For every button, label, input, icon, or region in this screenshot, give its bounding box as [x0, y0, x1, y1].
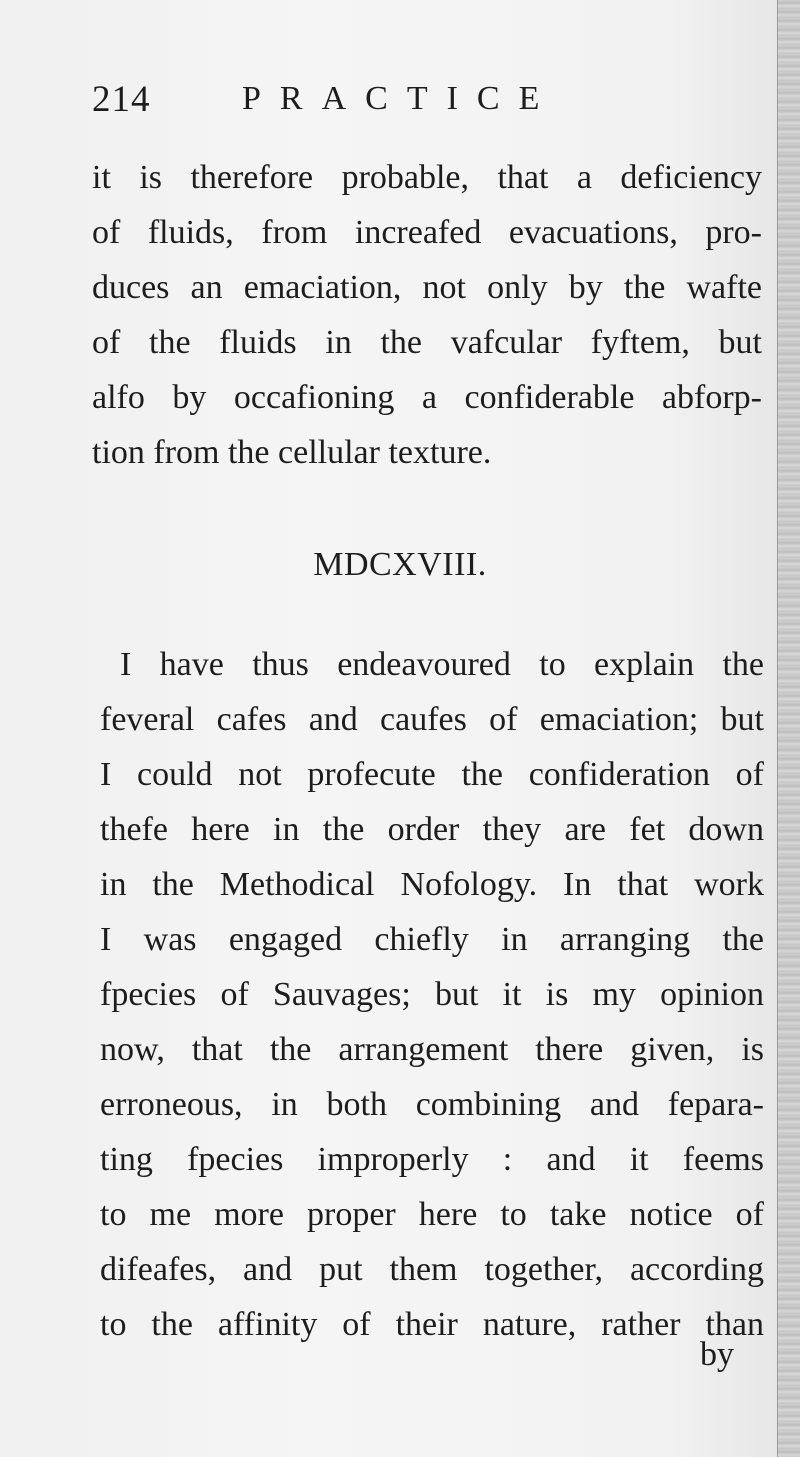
text-line: ting fpecies improperly : and it feems	[100, 1141, 764, 1178]
text-line: difeafes, and put them together, according	[100, 1251, 764, 1288]
paragraph-continuation	[92, 150, 762, 480]
paragraph-main	[100, 637, 764, 1352]
text-line: I was engaged chiefly in arranging the	[100, 921, 764, 958]
text-line: it is therefore probable, that a deficiency	[92, 159, 762, 196]
catchword: by	[700, 1336, 734, 1373]
text-line: I could not profecute the confideration of	[100, 756, 764, 793]
text-line: feveral cafes and caufes of emaciation; but	[100, 701, 764, 738]
text-line: of the fluids in the vafcular fyftem, but	[92, 324, 762, 361]
text-line: to me more proper here to take notice of	[100, 1196, 764, 1233]
running-title: PRACTICE	[242, 80, 559, 117]
text-line: in the Methodical Nofology. In that work	[100, 866, 764, 903]
text-line: of fluids, from increafed evacuations, pro-	[92, 214, 762, 251]
text-line: fpecies of Sauvages; but it is my opinion	[100, 976, 764, 1013]
text-line: erroneous, in both combining and fepara-	[100, 1086, 764, 1123]
page-number: 214	[92, 79, 151, 120]
text-line: now, that the arrangement there given, is	[100, 1031, 764, 1068]
running-head	[92, 78, 732, 128]
text-line: to the affinity of their nature, rather than	[100, 1306, 764, 1343]
section-heading: MDCXVIII.	[313, 546, 487, 583]
text-line: thefe here in the order they are fet down	[100, 811, 764, 848]
text-line: duces an emaciation, not only by the wafte	[92, 269, 762, 306]
text-line: I have thus endeavoured to explain the	[120, 646, 764, 683]
text-line: alfo by occafioning a confiderable abforp-	[92, 379, 762, 416]
text-line: tion from the cellular texture.	[92, 434, 492, 471]
page-edge	[777, 0, 800, 1457]
